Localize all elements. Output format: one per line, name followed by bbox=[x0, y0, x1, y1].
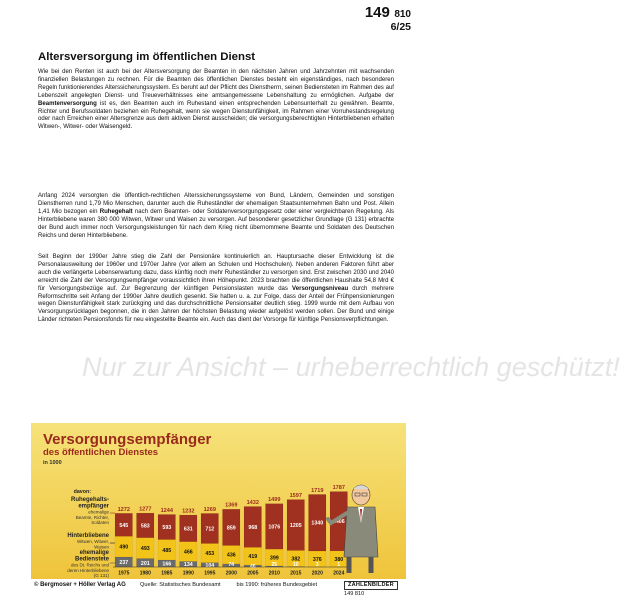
legend-label: Ruhegehalts-empfänger bbox=[70, 497, 109, 510]
segment-value-label: 1 bbox=[337, 562, 341, 568]
x-tick-label: 2010 bbox=[268, 570, 280, 577]
segment-value-label: 74 bbox=[228, 562, 235, 568]
legend-label: ehemalige Bedienstete bbox=[74, 550, 109, 563]
total-label: 1269 bbox=[203, 506, 217, 513]
segment-value-label: 25 bbox=[271, 562, 278, 568]
segment-value-label: 859 bbox=[226, 525, 236, 532]
doc-number-sub: 810 bbox=[394, 9, 411, 20]
copyright: © Bergmoser + Höller Verlag AG bbox=[34, 582, 126, 588]
segment-value-label: 376 bbox=[312, 556, 322, 563]
total-label: 1499 bbox=[268, 497, 281, 504]
segment-value-label: 10 bbox=[293, 562, 299, 568]
total-label: 1719 bbox=[311, 487, 324, 494]
total-label: 1597 bbox=[289, 493, 303, 500]
watermark: Nur zur Ansicht – urheberrechtlich geschützt! bbox=[82, 352, 620, 382]
segment-value-label: 583 bbox=[140, 523, 150, 530]
doc-number-main: 149 bbox=[364, 4, 390, 21]
segment-value-label: 485 bbox=[162, 547, 172, 554]
segment-value-label: 419 bbox=[248, 554, 258, 561]
x-tick-label: 2005 bbox=[247, 570, 259, 577]
document-number bbox=[365, 5, 411, 33]
legend-label: Hinterbliebene bbox=[67, 533, 109, 539]
chart-subtitle: des öffentlichen Dienstes bbox=[43, 447, 159, 458]
segment-value-label: 166 bbox=[162, 561, 172, 568]
stacked-bar-chart bbox=[31, 423, 406, 579]
segment-value-label: 134 bbox=[183, 562, 193, 569]
total-label: 1272 bbox=[117, 506, 131, 513]
chart-title: Versorgungsempfänger bbox=[43, 431, 212, 448]
paragraph-2 bbox=[38, 193, 394, 240]
segment-value-label: 382 bbox=[291, 556, 301, 563]
segment-value-label: 712 bbox=[205, 526, 215, 533]
footer-code: 149 810 bbox=[344, 591, 365, 597]
segment-value-label: 490 bbox=[119, 544, 129, 551]
chart-unit: in 1000 bbox=[43, 460, 62, 466]
segment-value-label: 493 bbox=[140, 546, 150, 553]
source-note bbox=[140, 582, 317, 588]
segment-value-label: 1076 bbox=[268, 524, 281, 531]
segment-value-label: 593 bbox=[162, 525, 172, 531]
segment-value-label: 3 bbox=[315, 562, 319, 568]
page-title: Altersversorgung im öffentlichen Dienst bbox=[38, 51, 256, 63]
text-run: nach dem Beamten- oder Soldatenversorgungsgesetz oder einer vergleichbaren Regelung. Als Hinterbliebene waren 380 000 Witwen, Witwer und Waisen zu versorgen. Auf besonderer gesetzlicher Grundlage (G 131) erbrachte der Bund auch immer noch Versorgungsleistungen für nach dem Krieg nicht übernommene Beamte und Soldaten des Deutschen Reichs und deren Hinterbliebene. bbox=[38, 208, 394, 239]
segment-value-label: 104 bbox=[205, 562, 215, 569]
x-tick-label: 1985 bbox=[161, 570, 173, 577]
segment-value-label: 237 bbox=[119, 560, 129, 566]
text-run: ist es, den Beamten auch im Ruhestand einen entsprechenden Lebensunterhalt zu gewähren. Beamte, Richter und Berufssoldaten beziehen ein Ruhegehalt, wenn sie wegen Dienstunfähigkeit, im Rahmen einer Vorruhestandsregelung oder nach Erreichen einer Altersgrenze aus dem aktiven Dienst ausscheiden; die versorgungsberechtigten Hinterbliebenen erhalten Witwen-, Witwer- oder Waisengeld. bbox=[38, 100, 394, 131]
legend-description: ehemalige Beamte, Richter, Soldaten bbox=[75, 509, 109, 526]
doc-issue: 6/25 bbox=[390, 20, 411, 33]
paragraph-3 bbox=[38, 254, 394, 325]
x-tick-label: 1980 bbox=[139, 570, 151, 577]
bold-term: Beamtenversorgung bbox=[38, 100, 97, 107]
x-tick-label: 2000 bbox=[225, 570, 237, 577]
segment-value-label: 201 bbox=[140, 560, 150, 567]
legend-description: Witwen, Witwer, Waisen bbox=[76, 539, 109, 550]
total-label: 1787 bbox=[332, 485, 346, 491]
legend-davon: davon: bbox=[73, 489, 91, 495]
segment-value-label: 46 bbox=[249, 564, 256, 570]
x-tick-label: 1975 bbox=[118, 570, 130, 577]
x-tick-label: 2015 bbox=[290, 570, 302, 577]
region-note: bis 1990: früheres Bundesgebiet bbox=[236, 582, 318, 588]
text-run: Wie bei den Renten ist auch bei der Altersversorgung der Beamten in den nächsten Jahren und Jahrzehnten mit wachsenden finanziellen Belastungen zu rechnen. Für die Beamten des öffentlichen Dienstes besteht ein eigenständiges, nach besonderen Regeln funktionierendes Alterssicherungssystem. Es beruht auf der Pflicht des Dienstherrn, seinen Bediensteten im Rahmen des auf Lebenszeit angelegten Dienst- und Treueverhältnisses eine amtsangemessene Lebenshaltung zu ermöglichen. Aufgabe der bbox=[38, 69, 394, 99]
bold-term: Ruhegehalt bbox=[99, 208, 133, 215]
x-tick-label: 1990 bbox=[182, 570, 194, 577]
x-tick-label: 2020 bbox=[311, 570, 323, 577]
chart-panel bbox=[31, 423, 406, 579]
paragraph-1 bbox=[38, 69, 394, 132]
text-run: durch mehrere Reformschritte seit Anfang der 1990er Jahre deutlich gesenkt. Sie hatten u. a. zur Folge, dass der Anteil der Frühpensionierungen wegen Dienstunfähigkeit stark zurückging und das durchschnittliche Pensionsalter deutlich stieg. 1999 wurde mit dem Aufbau von Versorgungsrücklagen begonnen, die in den Jahren der höchsten Belastung wieder aufgelöst werden sollen. Der Bund und einige Länder richteten Pensionsfonds für neu eingestellte Beamte ein. Auch das dient der Vorsorge für künftige Pensionsverpflichtungen. bbox=[38, 285, 394, 324]
segment-value-label: 1340 bbox=[311, 520, 324, 527]
bold-term: Versorgungsniveau bbox=[292, 285, 349, 292]
x-tick-label: 2024 bbox=[333, 570, 345, 577]
segment-value-label: 436 bbox=[226, 552, 236, 559]
segment-value-label: 380 bbox=[334, 556, 344, 563]
brand-box: ZAHLENBILDER bbox=[344, 581, 398, 590]
total-label: 1277 bbox=[139, 506, 152, 513]
segment-value-label: 631 bbox=[183, 526, 193, 533]
text-run: Anfang 2024 versorgten die öffentlich-rechtlichen Alterssicherungssysteme von Bund, Ländern, Gemeinden und sonstigen Dienstherren rund 1,79 Mio Menschen, darunter auch die Ruheständler der ehemaligen Staatsunternehmen Bahn und Post. Allein 1,41 Mio bezogen ein bbox=[38, 193, 394, 215]
total-label: 1244 bbox=[160, 508, 174, 514]
total-label: 1432 bbox=[246, 500, 260, 506]
segment-value-label: 968 bbox=[248, 524, 258, 531]
segment-value-label: 545 bbox=[119, 522, 129, 529]
legend-description: des Dt. Reichs und deren Hinterbliebene (G 131) bbox=[67, 562, 109, 579]
segment-value-label: 466 bbox=[183, 549, 193, 556]
source-text: Quelle: Statistisches Bundesamt bbox=[140, 582, 221, 588]
segment-value-label: 399 bbox=[269, 555, 279, 562]
segment-value-label: 1205 bbox=[289, 523, 302, 529]
segment-value-label: 453 bbox=[205, 551, 215, 557]
x-tick-label: 1995 bbox=[204, 570, 216, 577]
total-label: 1232 bbox=[182, 508, 195, 515]
text-run: Seit Beginn der 1990er Jahre stieg die Zahl der Pensionäre kontinuierlich an. Hauptursache dieser Entwicklung ist die Personalausweitung der 1960er und 1970er Jahre (vor allem an Schulen und Hochschulen). Neben anderen Faktoren führt aber auch die verlängerte Lebenserwartung dazu, dass künftig noch mehr Ruheständler zu versorgen sind. Erst zwischen 2030 und 2040 erreicht die Zahl der Versorgungsempfänger voraussichtlich ihren Höhepunkt. 2023 brachten die öffentlichen Haushalte 54,8 Mrd € für Versorgungsbezüge auf. Zur Begrenzung der künftigen Pensionslasten wurde das bbox=[38, 254, 394, 292]
segment-value-label: 1406 bbox=[332, 519, 345, 526]
total-label: 1369 bbox=[225, 502, 238, 509]
